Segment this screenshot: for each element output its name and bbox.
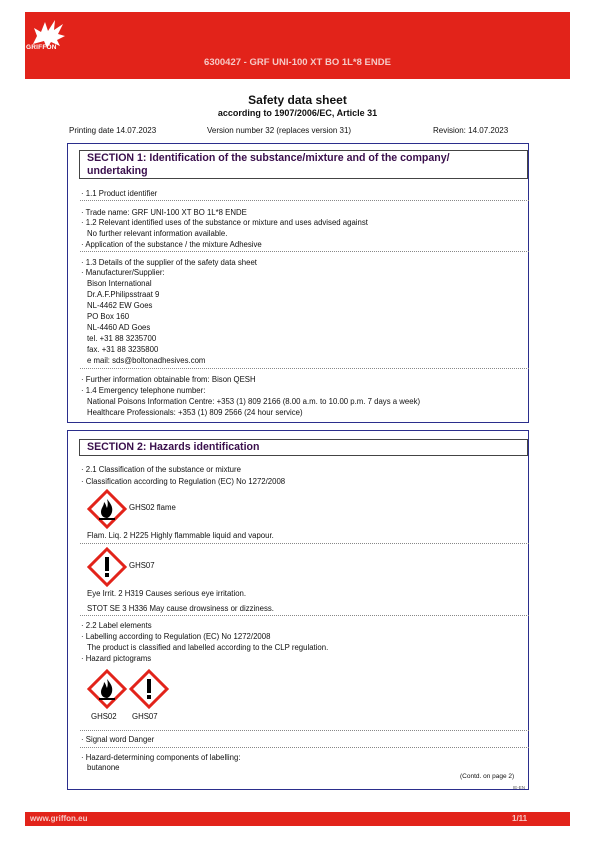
email-link[interactable]: e mail: sds@boltonadhesives.com [87,356,206,365]
divider [80,747,529,748]
hazard-components-label: · Hazard-determining components of labelling: [81,753,241,762]
address-street: Dr.A.F.Philipsstraat 9 [87,290,160,299]
emergency-label: · 1.4 Emergency telephone number: [81,386,206,395]
revision-date: Revision: 14.07.2023 [433,126,509,135]
divider [80,615,529,616]
section-2-heading: SECTION 2: Hazards identification [79,439,528,456]
label-elements: · 2.2 Label elements [81,621,152,630]
po-postcode: NL-4460 AD Goes [87,323,151,332]
divider [80,200,529,201]
page-number: 1/11 [512,814,528,823]
trade-name: · Trade name: GRF UNI-100 XT BO 1L*8 ENDE [81,208,247,217]
manufacturer-label: · Manufacturer/Supplier: [81,268,165,277]
ghs02-flame-label: GHS02 flame [129,503,176,512]
classification-regulation: · Classification according to Regulation (EC) No 1272/2008 [81,477,286,486]
further-info: · Further information obtainable from: Bison QESH [81,375,256,384]
no-further-info: No further relevant information available. [87,229,228,238]
section-1-heading [79,150,528,179]
company-name: Bison International [87,279,152,288]
griffon-logo-icon [27,14,71,58]
divider [80,251,529,252]
product-identifier: · 1.1 Product identifier [81,189,158,198]
address-postcode: NL-4462 EW Goes [87,301,153,310]
exclamation-mark-icon [129,669,169,709]
signal-word: · Signal word Danger [81,735,155,744]
document-title: Safety data sheet [248,93,347,107]
telephone: tel. +31 88 3235700 [87,334,157,343]
classification-heading: · 2.1 Classification of the substance or mixture [81,465,241,474]
healthcare-professionals: Healthcare Professionals: +353 (1) 809 2566 (24 hour service) [87,408,303,417]
ghs07-label: GHS07 [129,561,155,570]
clp-statement: The product is classified and labelled according to the CLP regulation. [87,643,329,652]
eye-irrit-statement: Eye Irrit. 2 H319 Causes serious eye irritation. [87,589,247,598]
poisons-centre: National Poisons Information Centre: +353 (1) 809 2166 (8.00 a.m. to 10.00 p.m. 7 days a week) [87,397,421,406]
section-1-heading-line1: SECTION 1: Identification of the substance/mixture and of the company/ [87,152,450,164]
hazard-pictograms-label: · Hazard pictograms [81,654,152,663]
version-number: Version number 32 (replaces version 31) [207,126,352,135]
po-box: PO Box 160 [87,312,130,321]
stot-statement: STOT SE 3 H336 May cause drowsiness or dizziness. [87,604,274,613]
document-subtitle: according to 1907/2006/EC, Article 31 [217,108,378,118]
logo-text: GRIFFON [26,44,57,51]
supplier-details: · 1.3 Details of the supplier of the safety data sheet [81,258,257,267]
continued-note: (Contd. on page 2) [460,773,515,780]
exclamation-mark-icon [87,547,127,587]
section-1-heading-line2: undertaking [87,164,148,177]
footer-band [25,812,570,826]
language-code: IE-EN [513,785,526,790]
flame-icon [87,669,127,709]
divider [80,368,529,369]
labelling-regulation: · Labelling according to Regulation (EC) No 1272/2008 [81,632,271,641]
pictogram-ghs07-caption: GHS07 [132,712,158,721]
flame-icon [87,489,127,529]
component-butanone: butanone [87,763,120,772]
application: · Application of the substance / the mixture Adhesive [81,240,262,249]
pictogram-ghs02-caption: GHS02 [91,712,117,721]
header-band [25,12,570,79]
flam-liq-statement: Flam. Liq. 2 H225 Highly flammable liquid and vapour. [87,531,274,540]
divider [80,543,529,544]
fax: fax. +31 88 3235800 [87,345,159,354]
divider [80,730,529,731]
relevant-uses: · 1.2 Relevant identified uses of the substance or mixture and uses advised against [81,218,368,227]
printing-date: Printing date 14.07.2023 [69,126,157,135]
product-title: 6300427 - GRF UNI-100 XT BO 1L*8 ENDE [204,57,391,68]
footer-url-link[interactable]: www.griffon.eu [30,814,88,823]
